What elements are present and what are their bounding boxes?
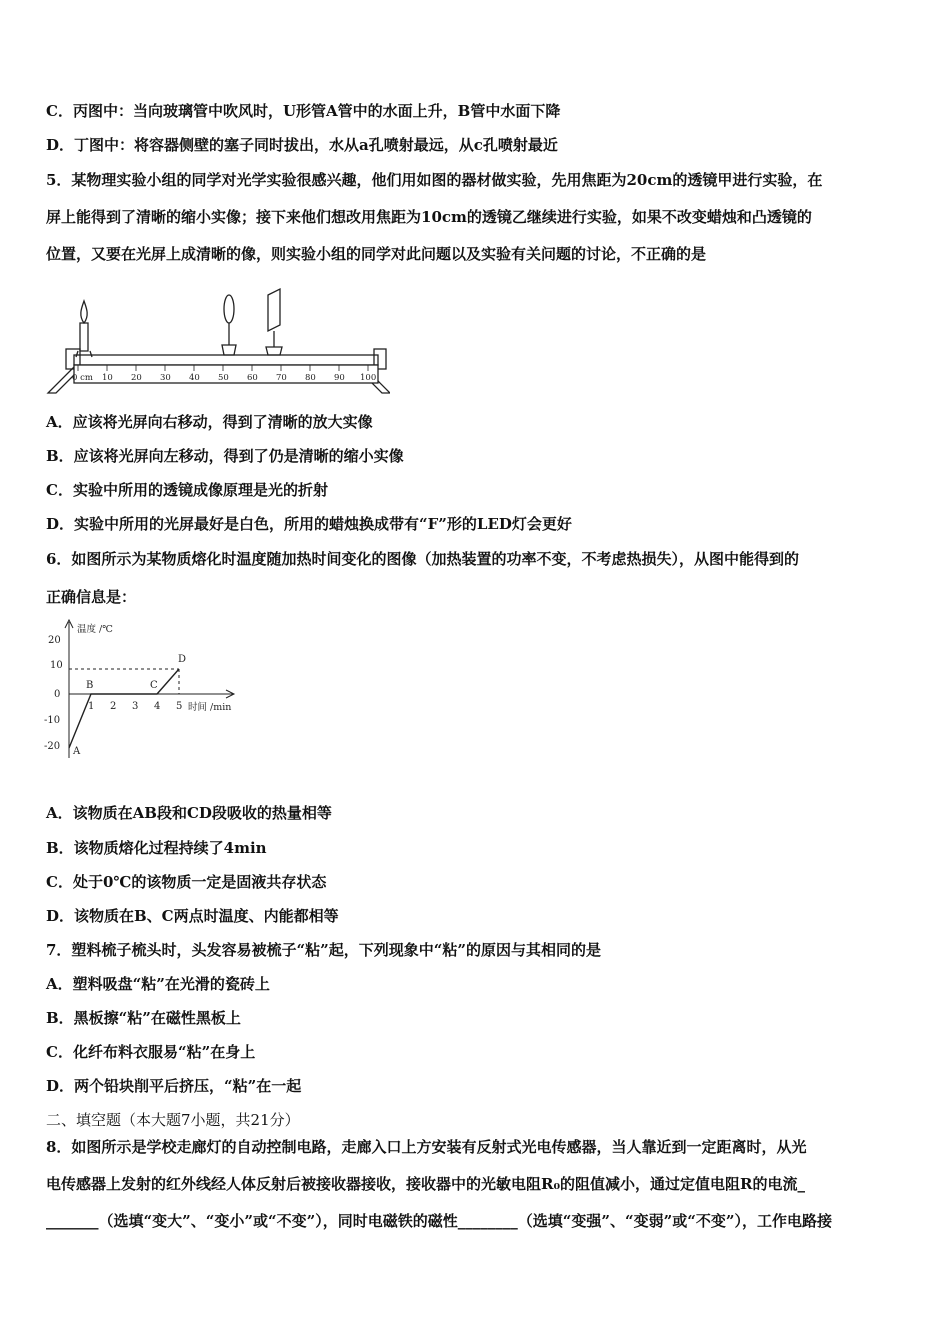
x-tick-5: 5 — [176, 701, 183, 712]
bench-tick-70: 70 — [276, 373, 287, 383]
q5-stem-2: 屏上能得到了清晰的缩小实像；接下来他们想改用焦距为10cm的透镜乙继续进行实验，如果不改变蜡烛和凸透镜的 — [46, 208, 812, 226]
point-b-label: B — [86, 680, 94, 691]
q5-option-c: C．实验中所用的透镜成像原理是光的折射 — [46, 481, 328, 499]
bench-tick-0: 0 cm — [72, 373, 93, 383]
x-tick-2: 2 — [110, 701, 117, 712]
point-a-label: A — [73, 746, 81, 757]
q5-stem-3: 位置，又要在光屏上成清晰的像，则实验小组的同学对此问题以及实验有关问题的讨论，不正确的是 — [46, 245, 707, 263]
y-tick-minus10: -10 — [44, 715, 61, 726]
q7-stem: 7．塑料梳子梳头时，头发容易被梳子“粘”起，下列现象中“粘”的原因与其相同的是 — [46, 941, 601, 959]
q5-option-b: B．应该将光屏向左移动，得到了仍是清晰的缩小实像 — [46, 447, 404, 465]
q4-option-d: D．丁图中：将容器侧壁的塞子同时拔出，水从a孔喷射最远，从c孔喷射最近 — [46, 136, 558, 154]
y-tick-0: 0 — [54, 689, 61, 700]
q8-stem-2: 电传感器上发射的红外线经人体反射后被接收器接收，接收器中的光敏电阻R₀的阻值减小，通过定值电阻R的电流_ — [46, 1175, 806, 1193]
q7-option-b: B．黑板擦“粘”在磁性黑板上 — [46, 1009, 241, 1027]
q5-option-a: A．应该将光屏向右移动，得到了清晰的放大实像 — [46, 413, 373, 431]
q8-stem-3: _______（选填“变大”、“变小”或“不变”），同时电磁铁的磁性________（选填“变强”、“变弱”或“不变”），工作电路接 — [46, 1212, 833, 1230]
y-tick-10: 10 — [50, 660, 63, 671]
q4-option-c: C．丙图中：当向玻璃管中吹风时，U形管A管中的水面上升，B管中水面下降 — [46, 102, 561, 120]
q5-option-d: D．实验中所用的光屏最好是白色，所用的蜡烛换成带有“F”形的LED灯会更好 — [46, 515, 572, 533]
point-c-label: C — [150, 680, 158, 691]
y-tick-minus20: -20 — [44, 741, 61, 752]
q6-option-a: A．该物质在AB段和CD段吸收的热量相等 — [46, 804, 332, 822]
bench-tick-10: 10 — [102, 373, 113, 383]
q7-option-a: A．塑料吸盘“粘”在光滑的瓷砖上 — [46, 975, 270, 993]
q6-option-c: C．处于0℃的该物质一定是固液共存状态 — [46, 873, 327, 891]
bench-tick-90: 90 — [334, 373, 345, 383]
x-tick-3: 3 — [132, 701, 139, 712]
y-axis-label: 温度 /℃ — [77, 624, 113, 635]
q6-stem-2: 正确信息是： — [46, 588, 137, 606]
optical-bench-figure — [44, 285, 390, 397]
y-tick-20: 20 — [48, 635, 61, 646]
q7-option-d: D．两个铅块削平后挤压，“粘”在一起 — [46, 1077, 302, 1095]
q7-option-c: C．化纤布料衣服易“粘”在身上 — [46, 1043, 256, 1061]
bench-tick-30: 30 — [160, 373, 171, 383]
x-tick-4: 4 — [154, 701, 161, 712]
bench-tick-60: 60 — [247, 373, 258, 383]
x-axis-label: 时间 /min — [188, 702, 232, 713]
q6-stem-1: 6．如图所示为某物质熔化时温度随加热时间变化的图像（加热装置的功率不变，不考虑热损失），从图中能得到的 — [46, 550, 799, 568]
section-2-heading: 二、填空题（本大题7小题，共21分） — [46, 1111, 300, 1129]
bench-tick-50: 50 — [218, 373, 229, 383]
melting-graph-figure — [44, 618, 259, 763]
bench-tick-100: 100 — [360, 373, 377, 383]
q8-stem-1: 8．如图所示是学校走廊灯的自动控制电路，走廊入口上方安装有反射式光电传感器，当人靠近到一定距离时，从光 — [46, 1138, 807, 1156]
q6-option-d: D．该物质在B、C两点时温度、内能都相等 — [46, 907, 339, 925]
q6-option-b: B．该物质熔化过程持续了4min — [46, 839, 267, 857]
bench-tick-20: 20 — [131, 373, 142, 383]
point-d-label: D — [178, 654, 187, 665]
q5-stem-1: 5．某物理实验小组的同学对光学实验很感兴趣，他们用如图的器材做实验，先用焦距为20cm的透镜甲进行实验，在 — [46, 171, 823, 189]
x-tick-1: 1 — [88, 701, 95, 712]
bench-tick-80: 80 — [305, 373, 316, 383]
bench-tick-40: 40 — [189, 373, 200, 383]
